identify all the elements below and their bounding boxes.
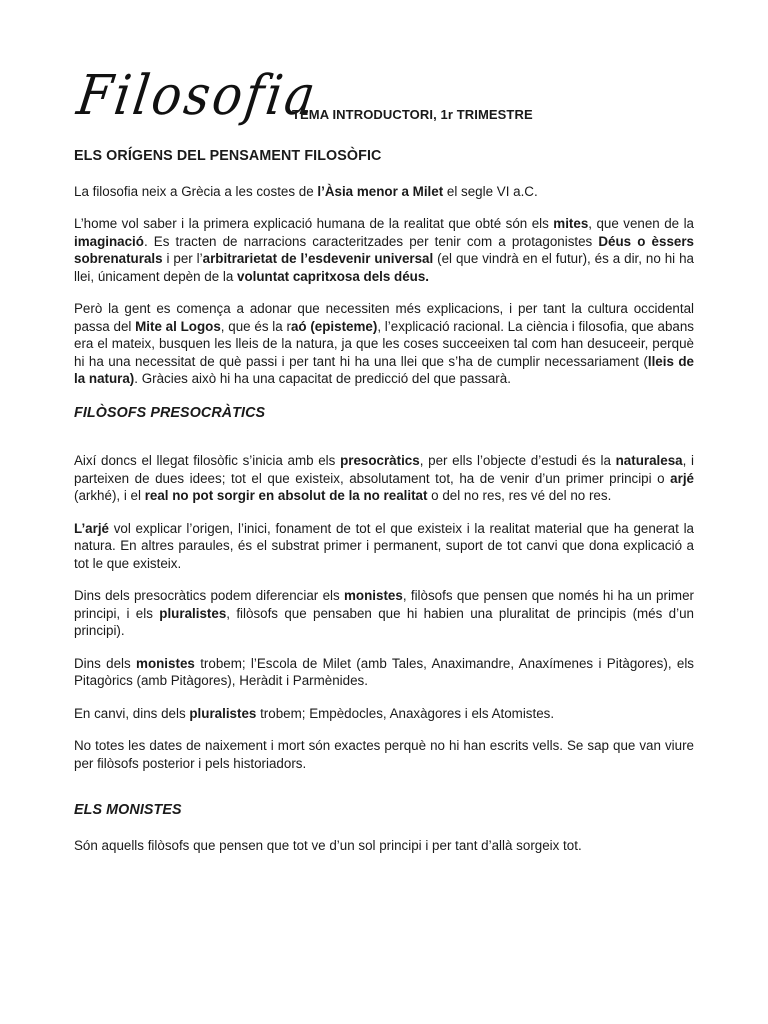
document-body [74, 148, 694, 854]
paragraph-origins-1: La filosofia neix a Grècia a les costes de l’Àsia menor a Milet el segle VI a.C. [74, 183, 538, 199]
paragraph-presocratics-2: L’arjé vol explicar l’origen, l’inici, fonament de tot el que existeix i la realitat material que ha generat la natura. En altres paraules, és el substrat primer i permanent, suport de tot canvi que dona explicació a tot le que existeix. [74, 520, 694, 571]
section-heading-monists: ELS MONISTES [74, 802, 182, 818]
paragraph-presocratics-6: No totes les dates de naixement i mort són exactes perquè no hi han escrits vells. Se sap que van viure per filòsofs posterior i pels historiadors. [74, 738, 694, 771]
paragraph-origins-2: L’home vol saber i la primera explicació humana de la realitat que obté són els mites, que venen de la imaginació. Es tracten de narracions caracteritzades per tenir com a protagonistes Déus o èssers sobrenaturals i per l’arbitrarietat de l’esdevenir universal (el que vindrà en el futur), és a dir, no hi ha llei, únicament depèn de la voluntat capritxosa dels déus. [74, 216, 694, 284]
paragraph-presocratics-5: En canvi, dins dels pluralistes trobem; Empèdocles, Anaxàgores i els Atomistes. [74, 705, 555, 721]
section-heading-origins: ELS ORÍGENS DEL PENSAMENT FILOSÒFIC [74, 148, 382, 164]
paragraph-presocratics-3: Dins dels presocràtics podem diferenciar els monistes, filòsofs que pensen que només hi ha un primer principi, i els pluralistes, filòsofs que pensaben que hi habien una pluralitat de principis (més d’un principi). [74, 588, 694, 638]
header-subtitle: TEMA INTRODUCTORI, 1r TRIMESTRE [292, 107, 533, 122]
paragraph-presocratics-1: Així doncs el llegat filosòfic s’inicia amb els presocràtics, per ells l’objecte d’estudi és la naturalesa, i parteixen de dues idees; tot el que existeix, absolutament tot, ha de venir d’un primer principi o arjé (arkhé), i el real no pot sorgir en absolut de la no realitat o del no res, res vé del no res. [74, 453, 694, 503]
paragraph-monists-1: Són aquells filòsofs que pensen que tot ve d’un sol principi i per tant d’allà sorgeix tot. [74, 837, 582, 853]
paragraph-presocratics-4: Dins dels monistes trobem; l’Escola de Milet (amb Tales, Anaximandre, Anaxímenes i Pitàgores), els Pitagòrics (amb Pitàgores), Heràdit i Parmènides. [74, 655, 694, 688]
logo-filosofia: Filosofia [73, 63, 322, 128]
paragraph-origins-3: Però la gent es comença a adonar que necessiten més explicacions, i per tant la cultura occidental passa del Mite al Logos, que és la raó (episteme), l’explicació racional. La ciència i filosofia, que abans era el mateix, busquen les lleis de la natura, ja que les coses succeeixen tal com han desuceeir, perquè hi ha una necessitat de què passi i per tant hi ha una llei que s’ha de cumplir necessariament (lleis de la natura). Gràcies això hi ha una capacitat de predicció del que passarà. [74, 301, 695, 386]
section-heading-presocratics: FILÒSOFS PRESOCRÀTICS [74, 404, 266, 421]
